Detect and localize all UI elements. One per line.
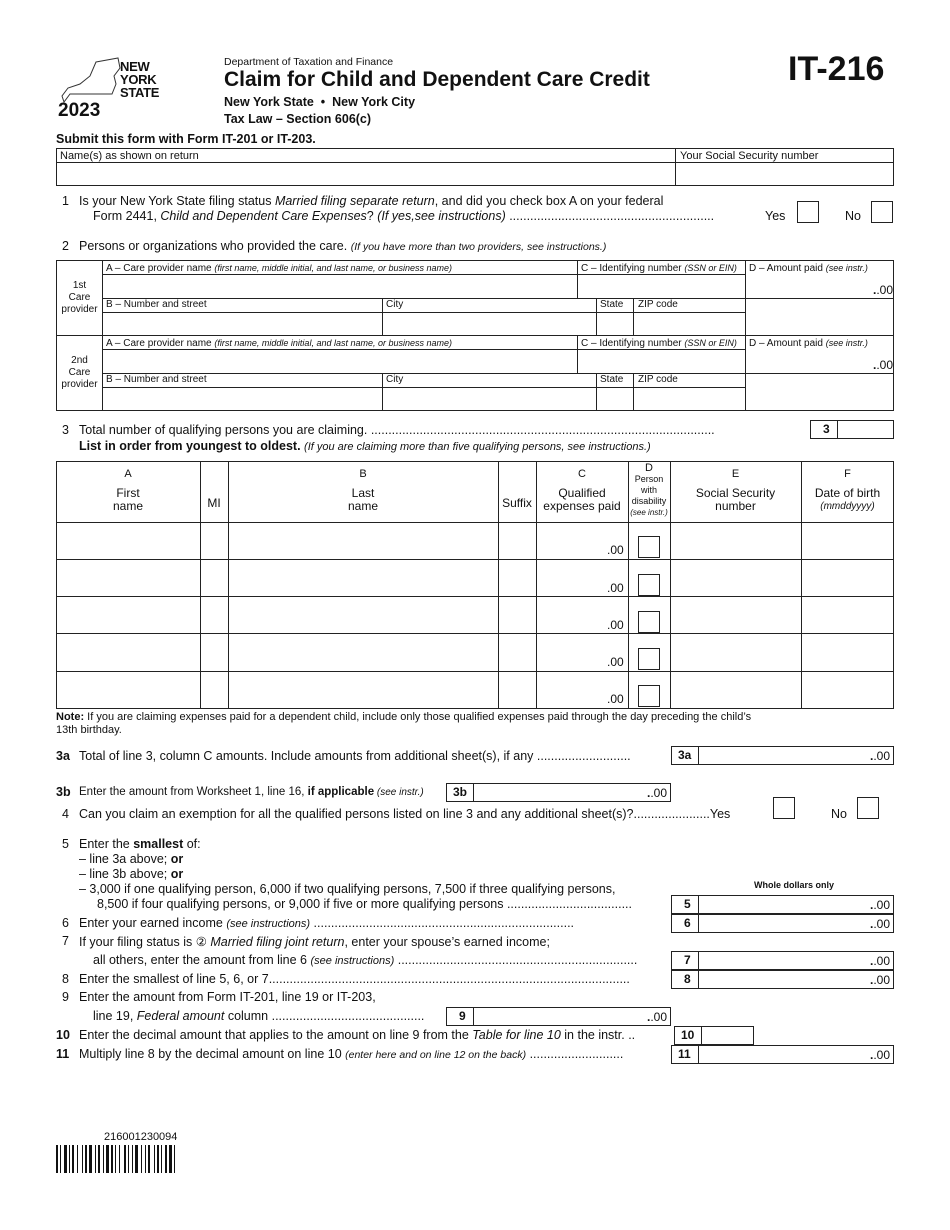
line-3-text: Total number of qualifying persons you are claiming. ................................................................................................... <box>79 423 715 437</box>
line-1-text: Is your New York State filing status Married filing separate return, and did you check box A on your federal <box>79 194 664 208</box>
col-suffix-header: Suffix <box>502 496 532 510</box>
line-5-item-3: – 3,000 if one qualifying person, 6,000 if two qualifying persons, 7,500 if three qualifying persons, <box>79 882 616 896</box>
provider-1-label: 1st Care provider <box>61 280 98 315</box>
line-3a-number: 3a <box>56 749 70 763</box>
line-5-box-label: 5 <box>671 895 699 914</box>
line-9-number: 9 <box>62 990 69 1004</box>
provider-1-city-label: City <box>386 299 404 310</box>
line-3-number: 3 <box>62 423 69 437</box>
provider-1-b-label: B – Number and street <box>106 299 207 310</box>
line-3a-text: Total of line 3, column C amounts. Include amounts from additional sheet(s), if any ........................... <box>79 749 631 763</box>
col-b-header: B Last name <box>347 468 379 513</box>
provider-2-d-label: D – Amount paid (see instr.) <box>749 338 868 349</box>
col-mi-header: MI <box>207 496 221 510</box>
line-2-number: 2 <box>62 239 69 253</box>
whole-dollars-note: Whole dollars only <box>754 880 835 890</box>
col-d-header: D Person with disability (see instr.) <box>630 462 668 517</box>
line-3b-box-label: 3b <box>446 783 474 802</box>
row-4-cents: .00 <box>607 655 624 669</box>
ssn-field[interactable] <box>676 163 893 185</box>
provider-1-amount-cents: ..00 <box>873 283 894 297</box>
line-4-no-label: No <box>831 807 847 821</box>
provider-1-street-field[interactable] <box>103 313 381 335</box>
provider-2-amount-field[interactable] <box>746 350 866 372</box>
line-8-text: Enter the smallest of line 5, 6, or 7........................................................................................................ <box>79 972 630 986</box>
provider-2-c-label: C – Identifying number (SSN or EIN) <box>581 338 737 349</box>
row-3-cents: .00 <box>607 618 624 632</box>
barcode-icon <box>56 1145 240 1173</box>
line-11-number: 11 <box>56 1047 70 1061</box>
row-5-cents: .00 <box>607 692 624 706</box>
provider-2-name-field[interactable] <box>103 350 576 372</box>
line-7-number: 7 <box>62 934 69 948</box>
col-a-header: A First name <box>112 468 144 513</box>
col-f-header: F Date of birth (mmddyyyy) <box>814 468 881 512</box>
line-8-amount-field[interactable]: ..00 <box>699 970 894 989</box>
name-field[interactable] <box>57 163 674 185</box>
line-5-number: 5 <box>62 837 69 851</box>
row-1-disability-checkbox[interactable] <box>638 536 660 558</box>
line-5-text: Enter the smallest of: <box>79 837 201 851</box>
provider-2-zip-label: ZIP code <box>638 374 678 385</box>
line-11-text: Multiply line 8 by the decimal amount on line 10 (enter here and on line 12 on the back) ........................... <box>79 1047 624 1061</box>
line-11-box-label: 11 <box>671 1045 699 1064</box>
form-title: Claim for Child and Dependent Care Credit <box>224 68 650 91</box>
provider-2-id-field[interactable] <box>578 350 744 372</box>
row-2-disability-checkbox[interactable] <box>638 574 660 596</box>
line-10-box-label: 10 <box>674 1026 702 1045</box>
line-1-no-label: No <box>845 209 861 223</box>
line-6-box-label: 6 <box>671 914 699 933</box>
line-9-text-2: line 19, Federal amount column ............................................ <box>93 1009 425 1023</box>
barcode <box>56 1145 240 1173</box>
line-1-text-2: Form 2441, Child and Dependent Care Expenses? (If yes,see instructions) ........................................................... <box>93 209 715 223</box>
line-1-no-checkbox[interactable] <box>871 201 893 223</box>
line-6-number: 6 <box>62 916 69 930</box>
line-4-number: 4 <box>62 807 69 821</box>
line-9-box-label: 9 <box>446 1007 474 1026</box>
provider-2-street-field[interactable] <box>103 388 381 410</box>
line-7-text: If your filing status is ② Married filing joint return, enter your spouse’s earned income; <box>79 935 550 949</box>
line-9-amount-field[interactable]: ..00 <box>474 1007 671 1026</box>
row-5-disability-checkbox[interactable] <box>638 685 660 707</box>
line-4-no-checkbox[interactable] <box>857 797 879 819</box>
provider-2-zip-field[interactable] <box>634 388 744 410</box>
provider-1-state-field[interactable] <box>597 313 632 335</box>
line-8-box-label: 8 <box>671 970 699 989</box>
logo-line-3: STATE <box>120 85 160 100</box>
provider-1-zip-label: ZIP code <box>638 299 678 310</box>
line-4-text: Can you claim an exemption for all the qualified persons listed on line 3 and any additional sheet(s)?......................Yes <box>79 807 731 821</box>
line-6-text: Enter your earned income (see instructions) ........................................................................... <box>79 916 575 930</box>
col-c-header: C Qualified expenses paid <box>543 468 621 513</box>
line-2-text: Persons or organizations who provided the care. (If you have more than two providers, see instructions.) <box>79 239 607 253</box>
tax-law-section: Tax Law – Section 606(c) <box>224 112 372 126</box>
logo-line-2: YORK <box>120 72 157 87</box>
line-9-text: Enter the amount from Form IT-201, line 19 or IT-203, <box>79 990 376 1004</box>
provider-1-a-label: A – Care provider name (first name, middle initial, and last name, or business name) <box>106 263 453 274</box>
line-1-yes-label: Yes <box>765 209 786 223</box>
provider-2-b-label: B – Number and street <box>106 374 207 385</box>
submit-note: Submit this form with Form IT-201 or IT-203. <box>56 132 316 146</box>
row-1-cents: .00 <box>607 543 624 557</box>
line-3a-amount-field[interactable]: ..00 <box>699 746 894 765</box>
row-3-disability-checkbox[interactable] <box>638 611 660 633</box>
line-10-number: 10 <box>56 1028 70 1042</box>
barcode-number: 216001230094 <box>104 1131 178 1143</box>
department-name: Department of Taxation and Finance <box>224 56 394 68</box>
provider-1-d-label: D – Amount paid (see instr.) <box>749 263 868 274</box>
logo-line-1: NEW <box>120 59 150 74</box>
provider-2-city-label: City <box>386 374 404 385</box>
form-subtitle: New York State • New York City <box>224 95 416 109</box>
line-4-yes-checkbox[interactable] <box>773 797 795 819</box>
line-1-yes-checkbox[interactable] <box>797 201 819 223</box>
line-7-amount-field[interactable]: ..00 <box>699 951 894 970</box>
child-note: Note: If you are claiming expenses paid for a dependent child, include only those qualified expenses paid through the day preceding the child’s 13th birthday. <box>56 711 752 736</box>
provider-1-zip-field[interactable] <box>634 313 744 335</box>
line-3-box-label: 3 <box>810 420 838 439</box>
line-3b-number: 3b <box>56 785 71 799</box>
line-1-number: 1 <box>62 194 69 208</box>
row-4-disability-checkbox[interactable] <box>638 648 660 670</box>
provider-1-amount-field[interactable] <box>746 275 866 297</box>
ssn-label: Your Social Security number <box>680 150 819 162</box>
line-3b-text: Enter the amount from Worksheet 1, line 16, if applicable (see instr.) <box>79 786 424 798</box>
provider-2-a-label: A – Care provider name (first name, middle initial, and last name, or business name) <box>106 338 453 349</box>
provider-2-amount-cents: ..00 <box>873 358 894 372</box>
provider-1-city-field[interactable] <box>383 313 595 335</box>
provider-2-city-field[interactable] <box>383 388 595 410</box>
line-6-amount-field[interactable]: ..00 <box>699 914 894 933</box>
provider-2-label: 2nd Care provider <box>61 355 98 390</box>
line-3-count-field[interactable] <box>838 420 894 439</box>
provider-1-c-label: C – Identifying number (SSN or EIN) <box>581 263 737 274</box>
line-7-box-label: 7 <box>671 951 699 970</box>
provider-1-name-field[interactable] <box>103 275 576 297</box>
provider-2-state-field[interactable] <box>597 388 632 410</box>
name-label: Name(s) as shown on return <box>60 150 199 162</box>
form-year: 2023 <box>58 100 101 121</box>
line-10-text: Enter the decimal amount that applies to the amount on line 9 from the Table for line 10 in the instr. .. <box>79 1028 636 1042</box>
col-e-header: E Social Security number <box>695 468 776 513</box>
line-3b-amount-field[interactable]: ..00 <box>474 783 671 802</box>
line-3a-box-label: 3a <box>671 746 699 765</box>
line-10-decimal-field[interactable] <box>702 1026 754 1045</box>
line-5-item-4: 8,500 if four qualifying persons, or 9,000 if five or more qualifying persons .................................... <box>97 897 632 911</box>
row-2-cents: .00 <box>607 581 624 595</box>
line-11-amount-field[interactable]: ..00 <box>699 1045 894 1064</box>
nys-logo <box>56 54 168 124</box>
line-5-amount-field[interactable]: ..00 <box>699 895 894 914</box>
provider-2-state-label: State <box>600 374 624 385</box>
provider-1-id-field[interactable] <box>578 275 744 297</box>
line-5-item-1: – line 3a above; or <box>79 852 184 866</box>
form-number: IT-216 <box>788 50 885 88</box>
line-3-list-instruction: List in order from youngest to oldest. (If you are claiming more than five qualifying persons, see instructions.) <box>79 439 651 453</box>
provider-1-state-label: State <box>600 299 624 310</box>
line-7-text-2: all others, enter the amount from line 6 (see instructions) ..................................................................... <box>93 953 638 967</box>
line-8-number: 8 <box>62 972 69 986</box>
line-5-item-2: – line 3b above; or <box>79 867 184 881</box>
